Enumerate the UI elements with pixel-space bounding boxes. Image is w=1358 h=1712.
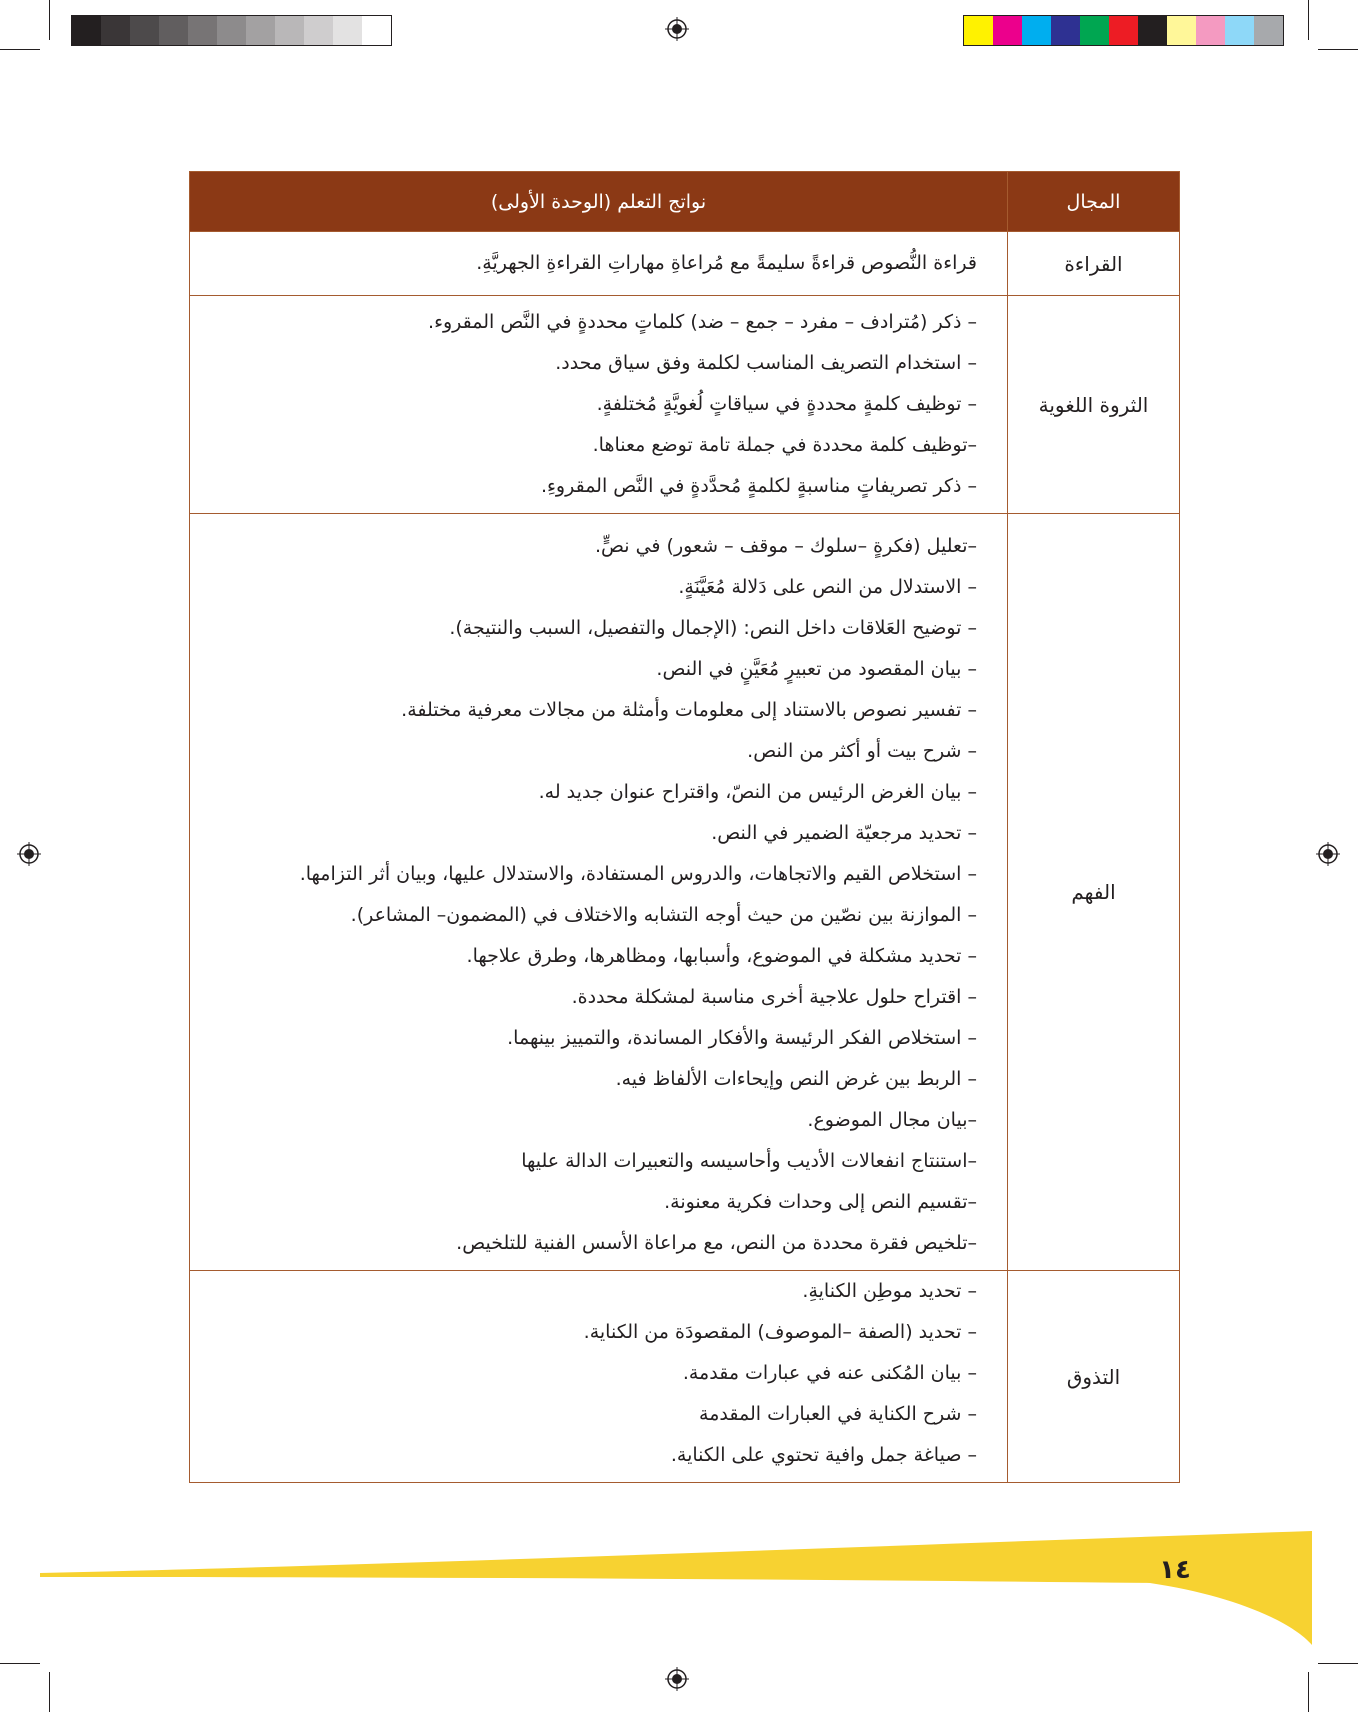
list-item: – تحديد (الصفة –الموصوف) المقصودَة من الكناية. xyxy=(583,1321,977,1343)
crop-mark-icon xyxy=(0,49,40,50)
outcomes-cell-appreciation xyxy=(190,1271,1008,1483)
domain-cell-reading: القراءة xyxy=(1008,232,1180,296)
table-header-row xyxy=(190,172,1180,232)
crop-mark-icon xyxy=(49,0,50,40)
footer-swoosh xyxy=(0,1525,1358,1645)
crop-mark-icon xyxy=(1318,1663,1358,1664)
list-item: – اقتراح حلول علاجية أخرى مناسبة لمشكلة محددة. xyxy=(571,986,977,1008)
list-item: – استخلاص الفكر الرئيسة والأفكار المساندة، والتمييز بينهما. xyxy=(507,1027,977,1049)
list-item: – ذكر تصريفاتٍ مناسبةٍ لكلمةٍ مُحدَّدةٍ في النَّص المقروءِ. xyxy=(540,475,977,497)
list-item: – بيان المُكنى عنه في عبارات مقدمة. xyxy=(682,1362,977,1384)
list-item: – الموازنة بين نصّين من حيث أوجه التشابه والاختلاف في (المضمون– المشاعر). xyxy=(350,904,977,926)
outcomes-cell-vocabulary xyxy=(190,296,1008,514)
list-item: –تلخيص فقرة محددة من النص، مع مراعاة الأسس الفنية للتلخيص. xyxy=(456,1232,977,1254)
list-item: – الربط بين غرض النص وإيحاءات الألفاظ فيه. xyxy=(615,1068,977,1090)
domain-cell-vocabulary: الثروة اللغوية xyxy=(1008,296,1180,514)
list-item: – صياغة جمل وافية تحتوي على الكناية. xyxy=(670,1444,977,1466)
header-outcomes: نواتج التعلم (الوحدة الأولى) xyxy=(190,172,1008,232)
list-item: –بيان مجال الموضوع. xyxy=(807,1109,977,1131)
crop-mark-icon xyxy=(1308,1672,1309,1712)
list-item: –تعليل (فكرةٍ –سلوك – موقف – شعور) في نصٍّ. xyxy=(594,535,977,557)
registration-mark-icon xyxy=(1316,842,1340,866)
table-row xyxy=(190,232,1180,296)
list-item: – شرح الكناية في العبارات المقدمة xyxy=(699,1403,977,1425)
page-number: ١٤ xyxy=(1159,1555,1191,1585)
learning-outcomes-table xyxy=(189,171,1180,1483)
list-item: –استنتاج انفعالات الأديب وأحاسيسه والتعبيرات الدالة عليها xyxy=(521,1150,977,1172)
list-item: – تحديد مشكلة في الموضوع، وأسبابها، ومظاهرها، وطرق علاجها. xyxy=(466,945,977,967)
crop-mark-icon xyxy=(0,1663,40,1664)
table-row xyxy=(190,1271,1180,1483)
list-item: – شرح بيت أو أكثر من النص. xyxy=(747,740,977,762)
domain-cell-appreciation: التذوق xyxy=(1008,1271,1180,1483)
list-item: – الاستدلال من النص على دَلالة مُعَيَّنَةٍ. xyxy=(678,576,977,598)
table-row xyxy=(190,296,1180,514)
list-item: – بيان الغرض الرئيس من النصّ، واقتراح عنوان جديد له. xyxy=(538,781,977,803)
crop-mark-icon xyxy=(1308,0,1309,40)
list-item: – توظيف كلمةٍ محددةٍ في سياقاتٍ لُغويَّةٍ مُختلفةٍ. xyxy=(596,393,977,415)
list-item: – تفسير نصوص بالاستناد إلى معلومات وأمثلة من مجالات معرفية مختلفة. xyxy=(401,699,977,721)
list-item: – بيان المقصود من تعبيرٍ مُعَيَّنٍ في النص. xyxy=(656,658,977,680)
list-item: – ذكر (مُترادف – مفرد – جمع – ضد) كلماتٍ محددةٍ في النَّص المقروء. xyxy=(428,311,977,333)
header-domain: المجال xyxy=(1008,172,1180,232)
registration-mark-icon xyxy=(665,17,689,41)
crop-mark-icon xyxy=(49,1672,50,1712)
outcomes-cell-comprehension xyxy=(190,514,1008,1271)
list-item: قراءة النُّصوص قراءةً سليمةً مع مُراعاةِ مهاراتِ القراءةِ الجهريَّةِ. xyxy=(476,252,977,274)
list-item: – استخلاص القيم والاتجاهات، والدروس المستفادة، والاستدلال عليها، وبيان أثر التزامها. xyxy=(299,863,977,885)
color-calibration-bar xyxy=(963,15,1284,46)
list-item: –توظيف كلمة محددة في جملة تامة توضع معناها. xyxy=(592,434,977,456)
domain-cell-comprehension: الفهم xyxy=(1008,514,1180,1271)
registration-mark-icon xyxy=(665,1667,689,1691)
list-item: – استخدام التصريف المناسب لكلمة وفق سياق محدد. xyxy=(555,352,977,374)
registration-mark-icon xyxy=(17,842,41,866)
table-row xyxy=(190,514,1180,1271)
list-item: – تحديد مرجعيّة الضمير في النص. xyxy=(711,822,977,844)
crop-mark-icon xyxy=(1318,49,1358,50)
grayscale-calibration-bar xyxy=(71,15,392,46)
list-item: –تقسيم النص إلى وحدات فكرية معنونة. xyxy=(664,1191,977,1213)
outcomes-cell-reading xyxy=(190,232,1008,296)
list-item: – توضيح العَلاقات داخل النص: (الإجمال والتفصيل، السبب والنتيجة). xyxy=(449,617,977,639)
list-item: – تحديد موطِن الكنايةِ. xyxy=(802,1280,977,1302)
